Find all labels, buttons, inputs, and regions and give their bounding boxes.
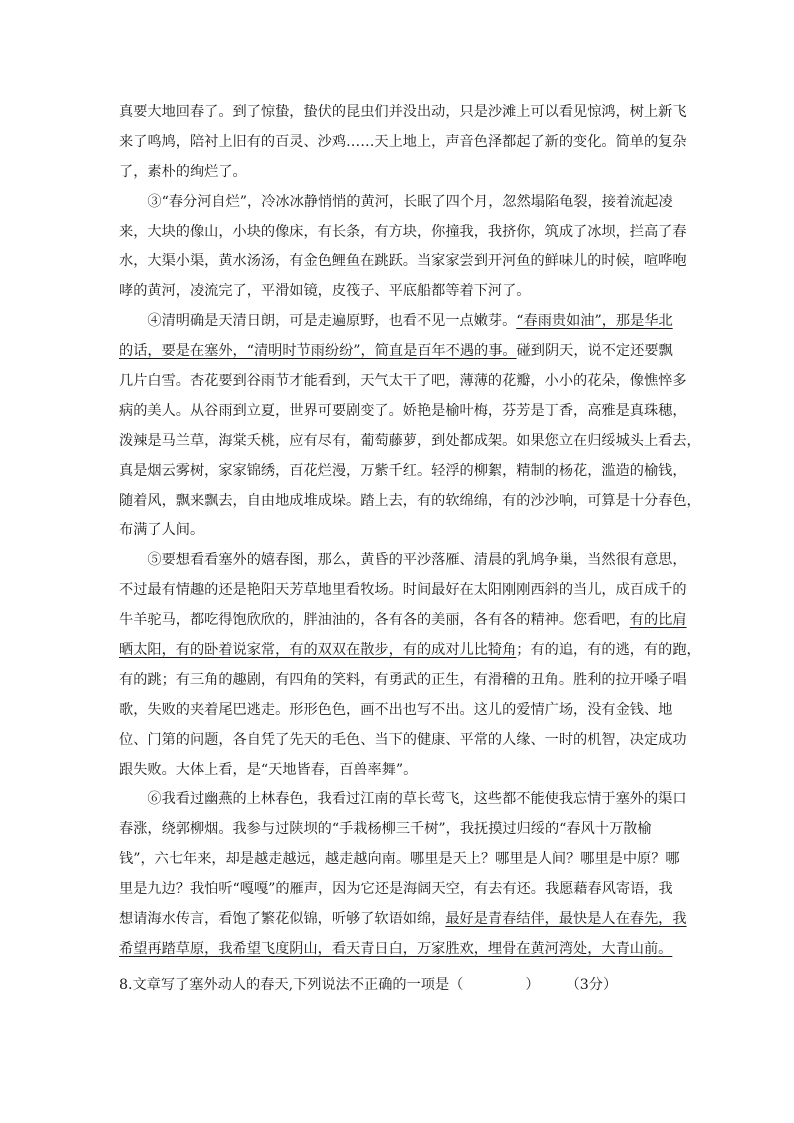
text-line — [119, 98, 687, 128]
text-segment: 牛羊驼马，都吃得饱欣欣的，胖油油的，各有各的美丽，各有各的精神。您看吧， — [119, 612, 630, 629]
question-text: 8.文章写了塞外动人的春天,下列说法不正确的一项是（ — [119, 976, 464, 993]
article-body — [119, 98, 701, 1001]
text-segment: 了，素朴的绚烂了。 — [119, 163, 247, 180]
paragraph — [119, 307, 701, 546]
paragraph — [119, 546, 701, 785]
text-segment: 有的跳；有三角的趣剧，有四角的笑料，有勇武的正生，有滑稽的丑角。胜利的拉开嗓子唱 — [119, 671, 687, 688]
text-line — [119, 218, 687, 248]
text-segment: 真是烟云雾树，家家锦绣，百花烂漫，万紫千红。轻浮的柳絮，精制的杨花，滥造的榆钱， — [119, 462, 687, 479]
text-line — [119, 726, 687, 756]
text-line — [119, 875, 675, 905]
text-line — [119, 247, 687, 277]
text-line — [119, 666, 687, 696]
text-line — [119, 636, 701, 666]
text-segment: 水，大渠小渠，黄水汤汤，有金色鲤鱼在跳跃。当家家尝到开河鱼的鲜味儿的时候，喧哗咆 — [119, 253, 687, 270]
text-segment: 哮的黄河，凌流完了，平滑如镜，皮筏子、平底船都等着下河了。 — [119, 283, 531, 300]
text-line — [119, 905, 687, 935]
text-segment: ⑤要想看看塞外的嬉春图，那么，黄昏的平沙落雁、清晨的乳鸠争巢，当然很有意思， — [119, 552, 687, 569]
text-segment: 布满了人间。 — [119, 522, 205, 539]
text-line — [119, 845, 680, 875]
text-segment: 不过最有情趣的还是艳阳天芳草地里看牧场。时间最好在太阳刚刚西斜的当儿，成百成千的 — [119, 582, 687, 599]
text-line — [119, 158, 675, 188]
text-line — [119, 546, 687, 576]
text-segment: 钱”，六七年来，却是越走越远，越走越向南。哪里是天上？哪里是人间？哪里是中原？哪 — [119, 851, 680, 868]
text-line — [119, 815, 675, 845]
text-segment: 里是九边？我怕听“嘎嘎”的雁声，因为它还是海阔天空，有去有还。我愿藉春风寄语，我 — [119, 881, 673, 898]
text-segment: 跟失败。大体上看，是“天地皆春，百兽率舞”。 — [119, 761, 418, 778]
text-line — [119, 427, 701, 457]
text-line — [119, 785, 687, 815]
text-segment: 几片白雪。杏花要到谷雨节才能看到，天气太干了吧，薄薄的花瓣，小小的花朵，像憔悴多 — [119, 373, 687, 390]
underlined-text: 有的比肩 — [629, 612, 687, 629]
text-segment: 病的美人。从谷雨到立夏，世界可要剧变了。娇艳是榆叶梅，芬芳是丁香，高雅是真珠穗， — [119, 402, 687, 419]
text-line — [119, 606, 687, 636]
question-score: （3分） — [565, 976, 618, 993]
text-segment: ③“春分河自烂”，冷冰冰静悄悄的黄河，长眠了四个月，忽然塌陷龟裂，接着流起凌 — [119, 193, 673, 210]
question-8 — [119, 971, 675, 1001]
paragraph — [119, 188, 687, 308]
text-line — [119, 487, 701, 517]
underlined-text: 最好是青春结伴，最快是人在春先，我 — [445, 911, 687, 928]
paragraph — [119, 785, 687, 964]
text-line — [119, 457, 687, 487]
text-line — [119, 935, 675, 965]
text-segment: ⑥我看过幽燕的上林春色，我看过江南的草长莺飞，这些都不能使我忘情于塞外的渠口 — [119, 791, 687, 808]
text-line — [119, 337, 675, 367]
question-close-paren: ） — [525, 976, 540, 993]
text-line — [119, 307, 675, 337]
text-line — [119, 756, 675, 786]
text-segment: 随着风，飘来飘去，自由地成堆成垛。踏上去，有的软绵绵，有的沙沙响，可算是十分春色， — [119, 492, 701, 509]
text-line — [119, 277, 675, 307]
text-segment: 来，大块的像山，小块的像床，有长条，有方块，你撞我，我挤你，筑成了冰坝，拦高了春 — [119, 223, 687, 240]
underlined-text: 希望再踏草原，我希望飞度阴山，看天青日白，万家胜欢，埋骨在黄河湾处，大青山前。 — [119, 940, 673, 957]
underlined-text: 晒太阳，有的卧着说家常，有的双双在散步，有的成对儿比犄角 — [119, 642, 517, 659]
text-segment: ；有的追，有的逃，有的跑， — [516, 642, 701, 659]
text-segment: 想请海水传言，看饱了繁花似锦，听够了软语如绵， — [119, 911, 446, 928]
underlined-text: 的话，要是在塞外，“清明时节雨纷纷”，简直是百年不遇的事。 — [119, 343, 517, 360]
text-line — [119, 516, 675, 546]
underlined-text: “春雨贵如油”，那是华北 — [516, 313, 673, 330]
text-segment: 来了鸣鸠，陪衬上旧有的百灵、沙鸡……天上地上，声音色泽都起了新的变化。简单的复杂 — [119, 133, 687, 150]
text-segment: 碰到阴天，说不定还要飘 — [516, 343, 673, 360]
text-segment: 泼辣是马兰草，海棠夭桃，应有尽有，葡萄藤萝，到处都成架。如果您立在归绥城头上看去， — [119, 432, 701, 449]
text-segment: ④清明确是天清日朗，可是走遍原野，也看不见一点嫩芽。 — [119, 313, 517, 330]
text-line — [119, 397, 687, 427]
text-line — [119, 188, 675, 218]
text-segment: 真要大地回春了。到了惊蛰，蛰伏的昆虫们并没出动，只是沙滩上可以看见惊鸿，树上新飞 — [119, 104, 687, 120]
paragraph — [119, 98, 687, 188]
text-line — [119, 367, 687, 397]
text-segment: 春涨，绕郭柳烟。我参与过陕坝的“手栽杨柳三千树”，我抚摸过归绥的“春风十万散榆 — [119, 821, 652, 838]
text-line — [119, 576, 687, 606]
text-line — [119, 128, 687, 158]
text-segment: 歌，失败的夹着尾巴逃走。形形色色，画不出也写不出。这儿的爱情广场，没有金钱、地 — [119, 701, 673, 718]
text-line — [119, 696, 675, 726]
text-segment: 位、门第的问题，各自凭了先天的毛色、当下的健康、平常的人缘、一时的机智，决定成功 — [119, 731, 687, 748]
